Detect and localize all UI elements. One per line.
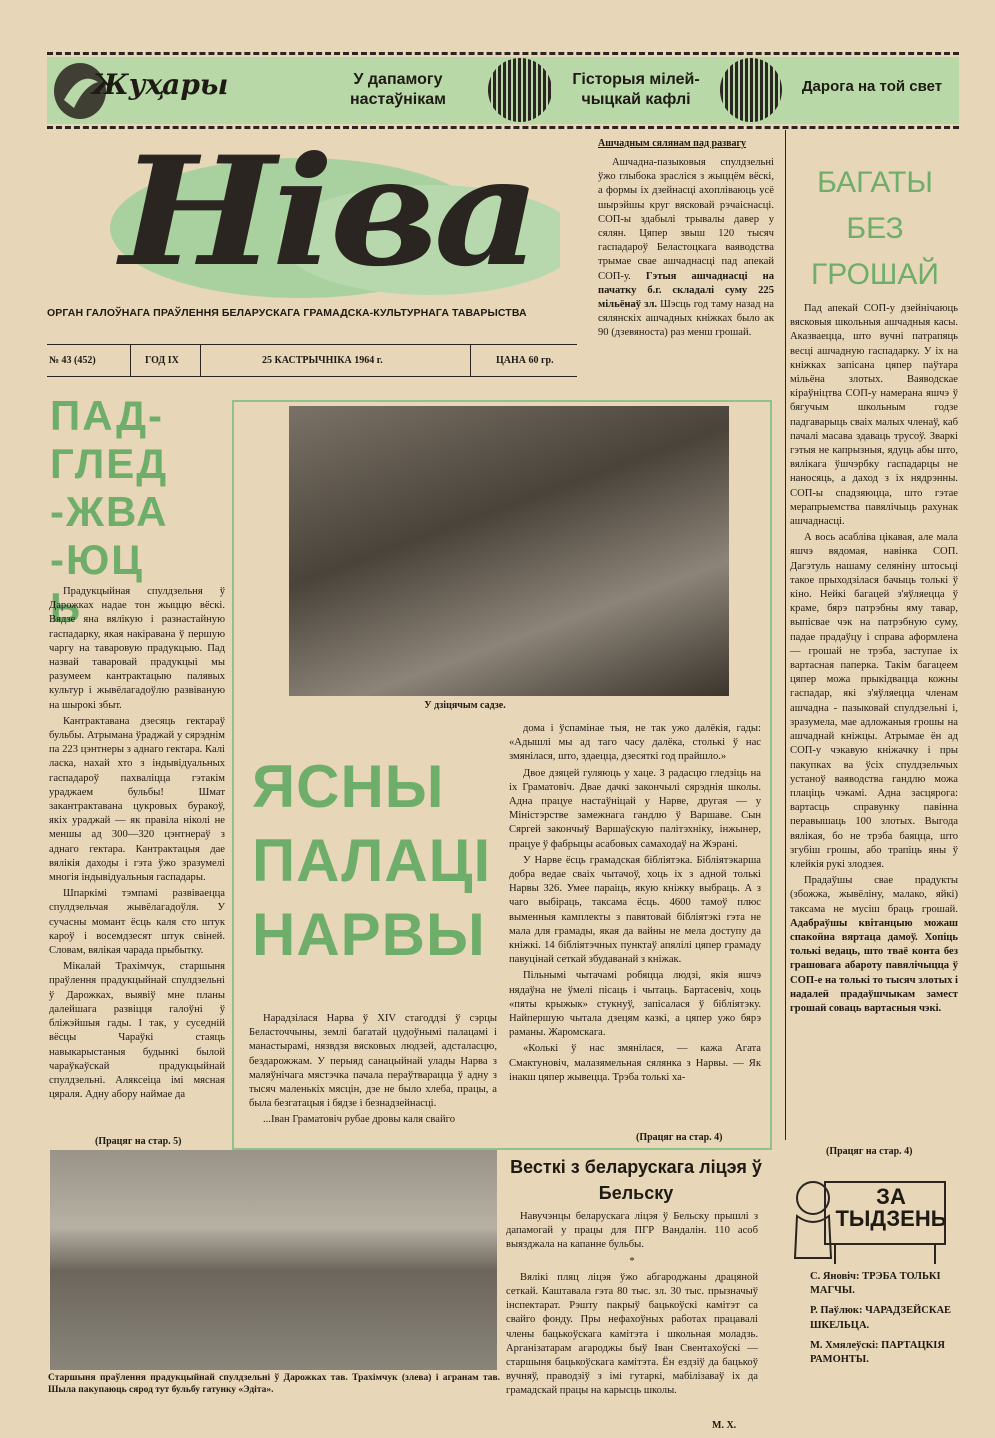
info-rule-top	[47, 344, 577, 345]
vestki-author: М. Х.	[712, 1420, 737, 1431]
bagaty-continued[interactable]: (Працяг на стар. 4)	[826, 1146, 913, 1157]
issue-date: 25 КАСТРЫЧНІКА 1964 г.	[262, 355, 383, 366]
za-tydzen-list: С. Яновіч: ТРЭБА ТОЛЬКІ МАГЧЫ. Р. Паўлюк: ЧАРАДЗЕЙСКАЕ ШКЕЛЬЦА. М. Хмялеўскі: ПАРТАЦКІЯ РАМОНТЫ.	[810, 1271, 952, 1366]
bagaty-body: Пад апекай СОП-у дзейнічаюць вясковыя школьныя ашчадныя касы. Аказваецца, што вучні патрапяць весці ашчадную гаспадарку. У іх на кніжках запісана цяпер паўтара мільёна злотых. Ваяводскае кіраўніцтва СОП-у намерана яшчэ ў бягучым школьным годзе падгаварыць сваіх малых членаў, каб пачалі масава здаваць трусоў. Зваркі гэтыя не капрызныя, ядуць абы што, вялікага ўшчэрбку гаспадарцы не наносяць, а даход з іх нядрэнны. СОП-ы спадзяюцца, што гэтае мерапрыемства павялічыць рахунак ашчаднасці. А вось асабліва цікавая, але мала яшчэ вядомая, навінка СОП. Дагэтуль нашаму селяніну штосьці такое прыходзілася бачыць толькі ў кіно. Нейкі багацей з'яўляецца ў краме, бярэ патрэбны яму тавар, выпісвае чэк на патрэбную суму, падае прадаўцу і справа аформлена — грошай не трэба, заступае іх вартасная паперка. Такім багацеем цяпер можа прыкідвацца кожны гаспадар, які з'яўляецца членам ашчадна - пазыковай спулдзельні і, зразумела, мае адложаныя грошы на ашчаднай кніжцы. Атрымае ён ад СОП-у чэкавую кніжачку і пры пакупках ва ўсіх спулдзельчых устаноў ваяводства гандлю можа плаціць чэкамі. Адна засцярога: вартасць справунку павінна перавышаць 100 злотых. Выгода вялікая, бо не трэба баяцца, што згубіш грошы, або трапіць яны ў клейкія рукі злодзея. Прадаўшы свае прадукты (збожжа, жывёліну, малако, яйкі) таксама не мусіш браць грошай. Адабраўшы квітанцыю можаш спакойна вяртаца дамоў. Хопіць толькі ведаць, што тваё конта без грашовага абароту павялічыцца ў СОП-е на толькі то тысяч злотых і надалей прадаўшчыкам замест грошай совaць вартасныя чэкі.	[790, 303, 958, 1014]
kindergarten-photo	[289, 406, 729, 696]
field-photo	[50, 1150, 497, 1370]
top-dash-line	[47, 52, 959, 55]
vestki-headline: Весткі з беларускага ліцэя ў Бельску	[510, 1157, 762, 1203]
banner-item-teachers[interactable]: У дапамогу настаўнікам	[350, 71, 446, 108]
issue-price: ЦАНА 60 гр.	[496, 355, 554, 366]
za-tydzen-title: ЗА ТЫДЗЕНЬ	[835, 1184, 947, 1231]
banner-item-road[interactable]: Дарога на той свет	[801, 78, 943, 95]
padgl-headline: ПАД-ГЛЕД-ЖВА-ЮЦЬ	[50, 392, 169, 631]
padgl-continued[interactable]: (Працяг на стар. 5)	[95, 1136, 182, 1147]
narva-body-col1: Нарадзілася Нарва ў XIV стагоддзі ў сэрцы Беласточчыны, землі багатай цудоўнымі палацамі і манастырамі, нязвдзя вясковых людзей, адсталасцю, бездарожжам. У перыяд санацыйнай улады Нарва з маляўнічага мястэчка пачала пераўтварацца ў адну з тысяч маленькіх мясцін, дзе не было хлеба, працы, а была безгатацыя і бядзе і безнадзейнасці. ...Іван Граматовіч рубае дровы каля свайго	[249, 1013, 497, 1126]
savings-kicker: Ашчадным сялянам пад развагу	[598, 138, 747, 149]
narva-continued[interactable]: (Працяг на стар. 4)	[636, 1132, 723, 1143]
issue-number: № 43 (452)	[49, 355, 96, 366]
photo2-caption: Старшыня праўлення прадукцыйнай спулдзельні ў Дарожках тав. Трахімчук (злева) і агранам тав. Шыла пакупаюць сярод тут бульбу гатунку «Эдіта».	[48, 1373, 500, 1395]
info-div	[200, 344, 201, 376]
vestki-body: Навучэнцы беларускага ліцэя ў Бельску прышлі з дапамогай у працы для ПГР Вандалін. 110 асоб выязджала на капанне бульбы. * Вялікі пляц ліцэя ўжо абгароджаны драцяной сеткай. Каштавала гэта 80 тыс. зл. 30 тыс. прызначыў інспектарат. Рэшту пакрыў бацькоўскі камітэт са свайго фонду. Пры нефахоўных работах працавалі члены бацькоўскага камітэта і школьная моладзь. Арганізатарам агароджы быў Іван Свентахоўскі — старшыня бацькоўскага камітэта. Ён ездзіў да бацькоў вучняў, праводзіў з імі гутаркі, мабілізаваў іх да грамадскай працы на карысць школы.	[506, 1211, 758, 1397]
photo1-caption: У дзіцячым садзе.	[424, 700, 506, 711]
info-div	[470, 344, 471, 376]
column-rule	[785, 130, 786, 1140]
narva-headline: ЯСНЫ ПАЛАЦІ НАРВЫ	[252, 753, 492, 968]
year-label: ГОД IX	[145, 355, 179, 366]
kuzhary-title: Жуҳары	[92, 68, 229, 101]
banner-circle-2	[720, 58, 782, 122]
masthead-subtitle: ОРГАН ГАЛОЎНАГА ПРАЎЛЕННЯ БЕЛАРУСКАГА ГРАМАДСКА-КУЛЬТУРНАГА ТАВАРЫСТВА	[47, 307, 527, 319]
bagaty-headline: БАГАТЫ БЕЗ ГРОШАЙ	[811, 166, 939, 291]
savings-article-body: Ашчадна-пазыковыя спулдзельні ўжо глыбока зрасліся з жыццём вёскі, а формы іх дзейнасці ахопліваюць усё шырэйшы круг вясковай рэчаіснасці. СОП-ы здабылі трывалы давер у сялян. Цяпер звыш 120 тысяч гаспадароў Беластоцкага ваяводства трымае свае ашчаднасці пад апекай СОП-у. Гэтыя ашчаднасці на пачатку б.г. складалі суму 225 мільёнаў зл. Шэсць год таму назад на сялянскіх ашчадных кніжках было ак 90 (дзевяноста) раз менш грошай.	[598, 157, 774, 339]
padgl-body: Прадукцыйная спулдзельня ў Дарожках надае тон жыццю вёскі. Вядзе яна вялікую і разнастайную гаспадарку, якая накіравана ў першую чаргу на таваровую прадукцыю. Пад назвай таваровай прадукцыі мы разумеем кантрактацыю палявых культур і жывёлагадоўлю развіваную на шырокі збыт. Кантрактавана дзесяць гектараў бульбы. Атрымана ўраджай у сярэднім па 223 цэнтнеры з аднаго гектара. Калі ласка, нахай хто з індывідуальных гаспадароў пахваліцца гэтакім ураджаем бульбы! Шмат закантрактавана цукровых буракоў, якіх ураджай — як правіла ніколі не меншы ад 300—320 цэнтнераў з аднаго гектара. Кантрактацыя дае вялікія даходы і гэта ўжо зразумелі многія індывідуальныя гаспадары. Шпаркімі тэмпамі развіваецца спулдзельчая жывёлагадоўля. У сучасны момант ёсць каля сто штук кароў і восемдзесят штук свіней. Словам, вялікая чарада прыбытку. Мікалай Трахімчук, старшыня праўлення прадукцыйнай спулдзельні ў Дарожках, выявіў мне планы далейшага развіцця галоўні ў бліжэйшыя гады. І так, у суседній вёсцы Чараўкі стаяць навыкарыстаныя будынкі былой чараўкаўскай прадукцыйнай спулдзельні. Аляксеіца імі мясная цяраля. Адну абору наймае да	[49, 586, 225, 1101]
narva-body-col2: дома і ўспамінае тыя, не так ужо далёкія, гады: «Адышлі мы ад таго часу далёка, столькі ў нас змянілася, што, здаецца, дзесяткі год прайшло.» Двое дзяцей гуляюць у хаце. З радасцю гледзіць на іх Граматовіч. Двае дачкі закончылі сярэднія школы. Адна працуе настаўніцай у Нарве, другая — у Міністэрстве замежнага гандлю ў Варшаве. Сын Сяргей закончыў Варшаўскую палітэхніку, інжынер, працуе ў фабрыцы асабовых самаходаў на Жэрані. У Нарве ёсць грамадская бібліятэка. Бібліятэкарша добра ведае сваіх чытачоў, хоць іх з адной толькі Нарвы 326. Умее параіць, якую кніжку выбраць. А з чаго выбіраць, таксама ёсць. 4600 тамоў плюс выменныя камплекты з павятовай бібліятэкі гэта не мала для грамады, якая да вайны не мела доступу да кніжкі. 14 бібліятэчных пунктаў апялілі цяпер грамаду павуцінай сеткай збудаванай з кніжак. Пільнымі чытачамі робяцца людзі, якія яшчэ нядаўна не ўмелі пісаць і чытаць. Бартасевіч, хоць «пяты крыжык» стукнуў, запісалася ў бібліятэку. Найпершую чытала дзецям казкі, а цяпер ужо бярэ раманы. Жаромскага. «Колькі ў нас змянілася, — кажа Агата Смактуновіч, малазямельная сялянка з Нарвы. — Як інакш цяпер жывецца. Трэба толькі ха-	[509, 723, 761, 1083]
banner-circle-1	[488, 58, 552, 122]
masthead-title: Ніва	[120, 124, 537, 300]
info-rule-bottom	[47, 376, 577, 377]
banner-item-history[interactable]: Гісторыя мілей-чыцкай кафлі	[572, 71, 700, 108]
info-div	[130, 344, 131, 376]
